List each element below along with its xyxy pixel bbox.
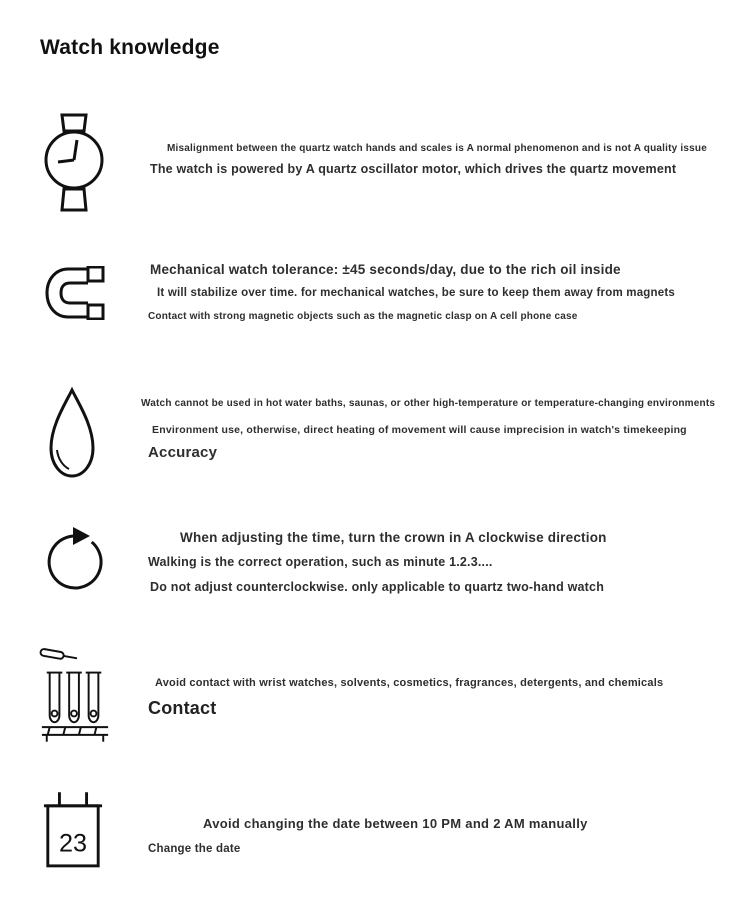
calendar-icon bbox=[42, 789, 104, 878]
clockwise-arrow-icon bbox=[42, 524, 108, 599]
page-title: Watch knowledge bbox=[40, 36, 220, 59]
note-line: Avoid changing the date between 10 PM and 2 AM manually bbox=[203, 816, 588, 831]
section-heading: Contact bbox=[148, 698, 217, 718]
section-text bbox=[148, 143, 707, 176]
note-line: When adjusting the time, turn the crown in A clockwise direction bbox=[180, 530, 607, 545]
note-line: The watch is powered by A quartz oscillator motor, which drives the quartz movement bbox=[150, 162, 677, 176]
note-line: It will stabilize over time. for mechanical watches, be sure to keep them away from magnets bbox=[157, 287, 675, 299]
note-line: Change the date bbox=[148, 843, 241, 855]
test-tubes-icon bbox=[38, 645, 112, 748]
note-line: Do not adjust counterclockwise. only applicable to quartz two-hand watch bbox=[150, 580, 605, 594]
section-text bbox=[148, 530, 607, 594]
note-line: Avoid contact with wrist watches, solvents, cosmetics, fragrances, detergents, and chemicals bbox=[155, 677, 664, 689]
section-text bbox=[148, 677, 663, 719]
note-line: Watch cannot be used in hot water baths, saunas, or other high-temperature or temperature-changing environments bbox=[141, 398, 716, 409]
wristwatch-icon bbox=[44, 113, 104, 218]
note-line: Contact with strong magnetic objects such as the magnetic clasp on A cell phone case bbox=[148, 311, 578, 322]
section-heading: Accuracy bbox=[148, 444, 218, 461]
note-line: Mechanical watch tolerance: ±45 seconds/day, due to the rich oil inside bbox=[150, 262, 621, 277]
water-drop-icon bbox=[44, 386, 100, 485]
section-text bbox=[141, 398, 715, 461]
note-line: Misalignment between the quartz watch hands and scales is A normal phenomenon and is not A quality issue bbox=[167, 143, 707, 154]
calendar-day-number: 23 bbox=[59, 829, 87, 858]
note-line: Walking is the correct operation, such as minute 1.2.3.... bbox=[148, 555, 493, 569]
note-line: Environment use, otherwise, direct heating of movement will cause imprecision in watch's timekeeping bbox=[152, 424, 687, 436]
magnet-icon bbox=[44, 266, 106, 325]
section-text bbox=[148, 816, 588, 855]
section-text bbox=[148, 262, 675, 322]
